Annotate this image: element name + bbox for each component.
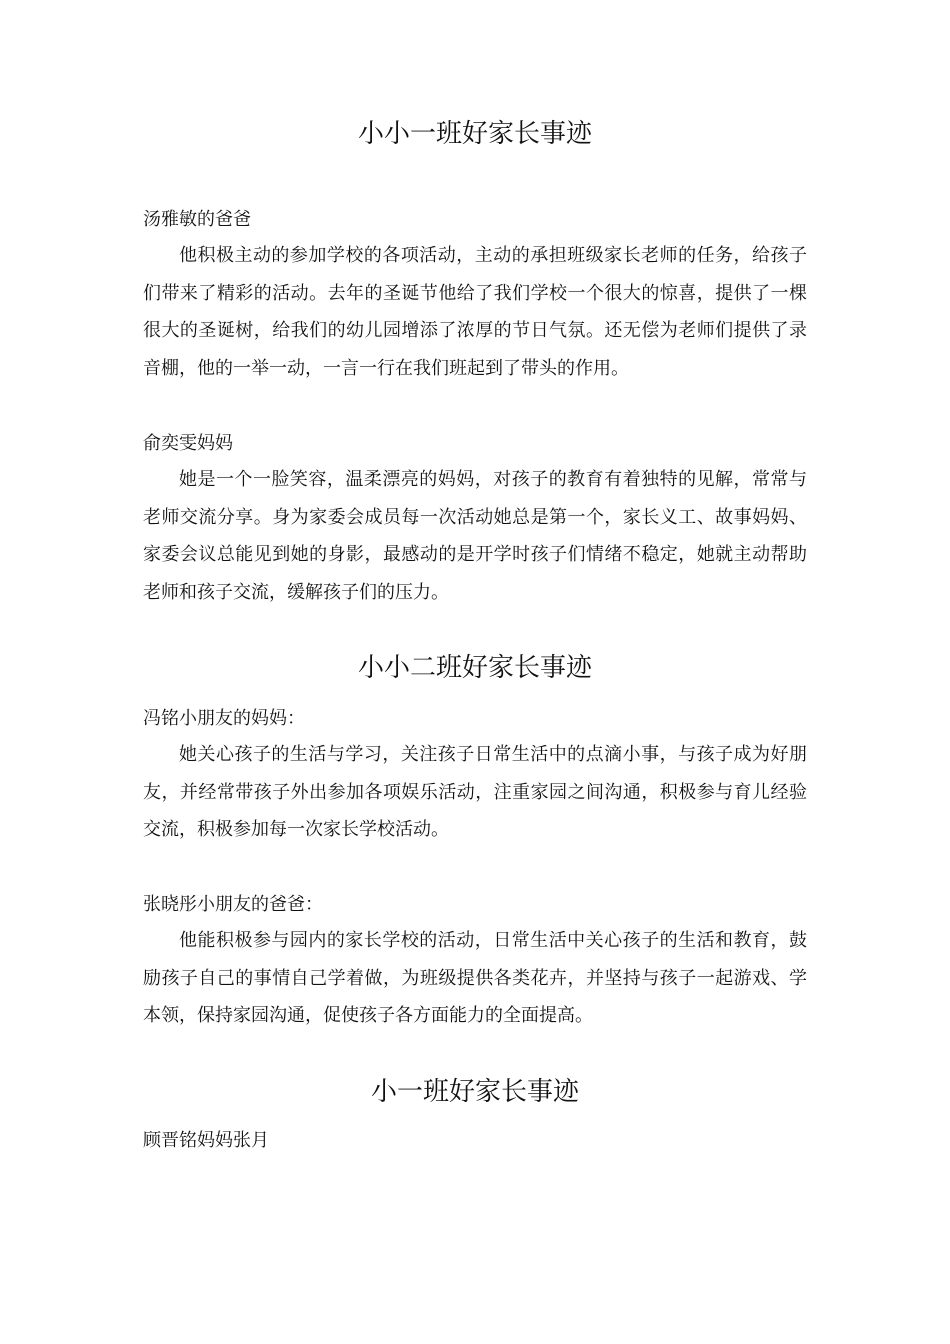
section-heading-xiaoxiao-2: 小小二班好家长事迹	[357, 653, 592, 683]
section-heading-xiaoxiao-1: 小小一班好家长事迹	[357, 119, 592, 149]
parent-name: 汤雅敏的爸爸	[143, 209, 251, 230]
parent-name: 俞奕雯妈妈	[143, 433, 233, 454]
parent-description: 她关心孩子的生活与学习，关注孩子日常生活中的点滴小事，与孩子成为好朋友，并经常带孩子外出参加各项娱乐活动，注重家园之间沟通，积极参与育儿经验交流，积极参加每一次家长学校活动。	[143, 744, 807, 840]
parent-name: 张晓彤小朋友的爸爸：	[143, 894, 323, 915]
parent-description: 他积极主动的参加学校的各项活动，主动的承担班级家长老师的任务，给孩子们带来了精彩的活动。去年的圣诞节他给了我们学校一个很大的惊喜，提供了一棵很大的圣诞树，给我们的幼儿园增添了浓厚的节日气氛。还无偿为老师们提供了录音棚，他的一举一动，一言一行在我们班起到了带头的作用。	[143, 245, 807, 379]
parent-name: 冯铭小朋友的妈妈：	[143, 708, 305, 729]
parent-description: 她是一个一脸笑容，温柔漂亮的妈妈，对孩子的教育有着独特的见解，常常与老师交流分享。身为家委会成员每一次活动她总是第一个，家长义工、故事妈妈、家委会议总能见到她的身影，最感动的是开学时孩子们情绪不稳定，她就主动帮助老师和孩子交流，缓解孩子们的压力。	[143, 469, 807, 603]
section-heading-xiaoyi-1: 小一班好家长事迹	[370, 1077, 579, 1107]
parent-description: 他能积极参与园内的家长学校的活动，日常生活中关心孩子的生活和教育，鼓励孩子自己的事情自己学着做，为班级提供各类花卉，并坚持与孩子一起游戏、学本领，保持家园沟通，促使孩子各方面能力的全面提高。	[143, 930, 807, 1026]
parent-name: 顾晋铭妈妈张月	[143, 1130, 269, 1151]
